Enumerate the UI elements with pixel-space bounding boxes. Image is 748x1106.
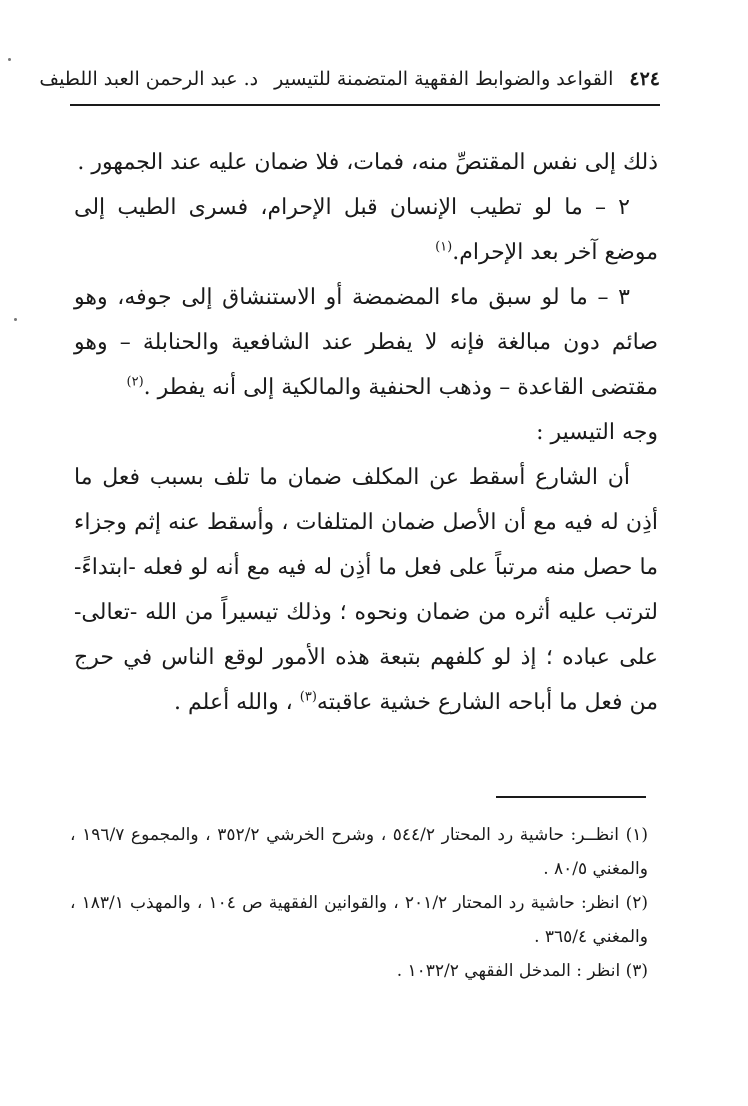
scan-speck	[14, 318, 17, 321]
paragraph-2	[74, 185, 658, 275]
header-rule	[70, 104, 660, 106]
footnote-ref-2: (٢)	[126, 374, 144, 390]
running-header	[39, 62, 660, 96]
paragraph-3-text: ٣ – ما لو سبق ماء المضمضة أو الاستنشاق إلى جوفه، وهو صائم دون مبالغة فإنه لا يفطر عند الشافعية والحنابلة – وهو مقتضى القاعدة – وذهب الحنفية والمالكية إلى أنه يفطر .	[74, 285, 658, 400]
paragraph-1: ذلك إلى نفس المقتصِّ منه، فمات، فلا ضمان عليه عند الجمهور .	[77, 150, 658, 175]
footnote-2: (٢) انظر: حاشية رد المحتار ٢٠١/٢ ، والقوانين الفقهية ص ١٠٤ ، والمهذب ١٨٣/١ ، والمغني ٣٦٥/٤ .	[70, 893, 649, 947]
paragraph-4	[74, 455, 658, 725]
footnotes	[70, 818, 648, 988]
page-number: ٤٢٤	[629, 68, 660, 90]
section-heading: وجه التيسير :	[536, 420, 658, 445]
main-text	[74, 140, 658, 725]
footnote-3: (٣) انظر : المدخل الفقهي ١٠٣٢/٢ .	[396, 961, 648, 981]
book-title: القواعد والضوابط الفقهية المتضمنة للتيسير	[274, 68, 614, 90]
footnote-1: (١) انظــر: حاشية رد المحتار ٥٤٤/٢ ، وشرح الخرشي ٣٥٢/٢ ، والمجموع ١٩٦/٧ ، والمغني ٨٠/٥ .	[70, 825, 648, 879]
scan-speck	[8, 58, 11, 61]
footnote-rule	[496, 796, 646, 798]
paragraph-4-ending: ، والله أعلم .	[174, 690, 300, 715]
author-name: د. عبد الرحمن العبد اللطيف	[39, 68, 259, 90]
footnote-ref-3: (٣)	[299, 689, 317, 705]
footnote-ref-1: (١)	[435, 239, 453, 255]
paragraph-3	[74, 275, 658, 410]
paragraph-4-text: أن الشارع أسقط عن المكلف ضمان ما تلف بسبب فعل ما أذِن له فيه مع أن الأصل ضمان المتلفات ، وأسقط عنه إثم وجزاء ما حصل منه مرتباً على فعل ما أذِن له فيه مع أنه لو فعله -ابتداءً- لترتب عليه أثره من ضمان ونحوه ؛ وذلك تيسيراً من الله -تعالى- على عباده ؛ إذ لو كلفهم بتبعة هذه الأمور لوقع الناس في حرج من فعل ما أباحه الشارع خشية عاقبته	[74, 465, 658, 715]
paragraph-2-text: ٢ – ما لو تطيب الإنسان قبل الإحرام، فسرى الطيب إلى موضع آخر بعد الإحرام.	[74, 195, 658, 265]
